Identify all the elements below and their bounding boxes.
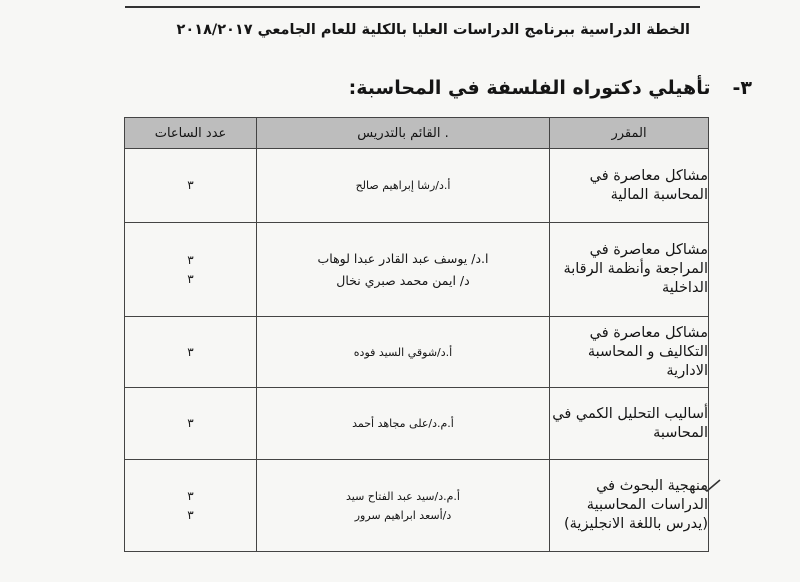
table-row	[125, 460, 709, 552]
course-cell: مشاكل معاصرة في التكاليف و المحاسبة الادارية	[550, 317, 709, 388]
teacher-name: د/أسعد ابراهيم سرور	[354, 508, 452, 522]
course-cell: منهجية البحوث في الدراسات المحاسبية (يدرس باللغة الانجليزية)	[550, 460, 709, 552]
teacher-cell	[257, 460, 550, 552]
section-heading	[349, 77, 752, 99]
table-header-row	[125, 118, 709, 149]
header-teacher: . القائم بالتدريس	[257, 118, 550, 149]
course-cell: أساليب التحليل الكمي في المحاسبة	[550, 388, 709, 460]
teacher-cell	[257, 317, 550, 388]
table-row	[125, 149, 709, 223]
section-number: ٣-	[732, 77, 752, 99]
teacher-name: أ.م.د/سيد عبد الفتاح سيد	[346, 489, 460, 503]
plan-title: الخطة الدراسية ببرنامج الدراسات العليا بالكلية للعام الجامعي ٢٠١٨/٢٠١٧	[176, 22, 690, 38]
header-course: المقرر	[550, 118, 709, 149]
hours-value: ٣	[187, 488, 194, 503]
teacher-name: أ.د/شوقي السيد فوده	[353, 345, 453, 359]
teacher-name: د/ ايمن محمد صبري نخال	[336, 272, 470, 288]
hours-cell	[125, 223, 257, 317]
hours-value: ٣	[187, 178, 194, 192]
hours-cell	[125, 460, 257, 552]
hours-value: ٣	[187, 416, 194, 430]
check-mark-icon	[700, 478, 722, 492]
top-rule	[125, 6, 700, 8]
teacher-name: أ.د/رشا إبراهيم صالح	[355, 179, 451, 192]
hours-value: ٣	[187, 344, 194, 359]
teacher-name: أ.م.د/على مجاهد أحمد	[352, 417, 454, 430]
table-row	[125, 317, 709, 388]
teacher-name: ا.د/ يوسف عبد القادر عبدا لوهاب	[317, 250, 489, 266]
study-plan-table	[124, 117, 709, 552]
hours-value: ٣	[187, 271, 194, 286]
hours-value: ٣	[187, 507, 194, 522]
table-row	[125, 388, 709, 460]
section-title: تأهيلي دكتوراه الفلسفة في المحاسبة:	[348, 77, 711, 99]
hours-cell	[125, 388, 257, 460]
course-cell: مشاكل معاصرة في المحاسبة المالية	[550, 149, 709, 223]
teacher-cell	[257, 149, 550, 223]
table-row	[125, 223, 709, 317]
hours-cell	[125, 317, 257, 388]
hours-value: ٣	[187, 252, 194, 267]
teacher-cell	[257, 388, 550, 460]
teacher-cell	[257, 223, 550, 317]
hours-cell	[125, 149, 257, 223]
course-cell: مشاكل معاصرة في المراجعة وأنظمة الرقابة الداخلية	[550, 223, 709, 317]
header-hours: عدد الساعات	[125, 118, 257, 149]
